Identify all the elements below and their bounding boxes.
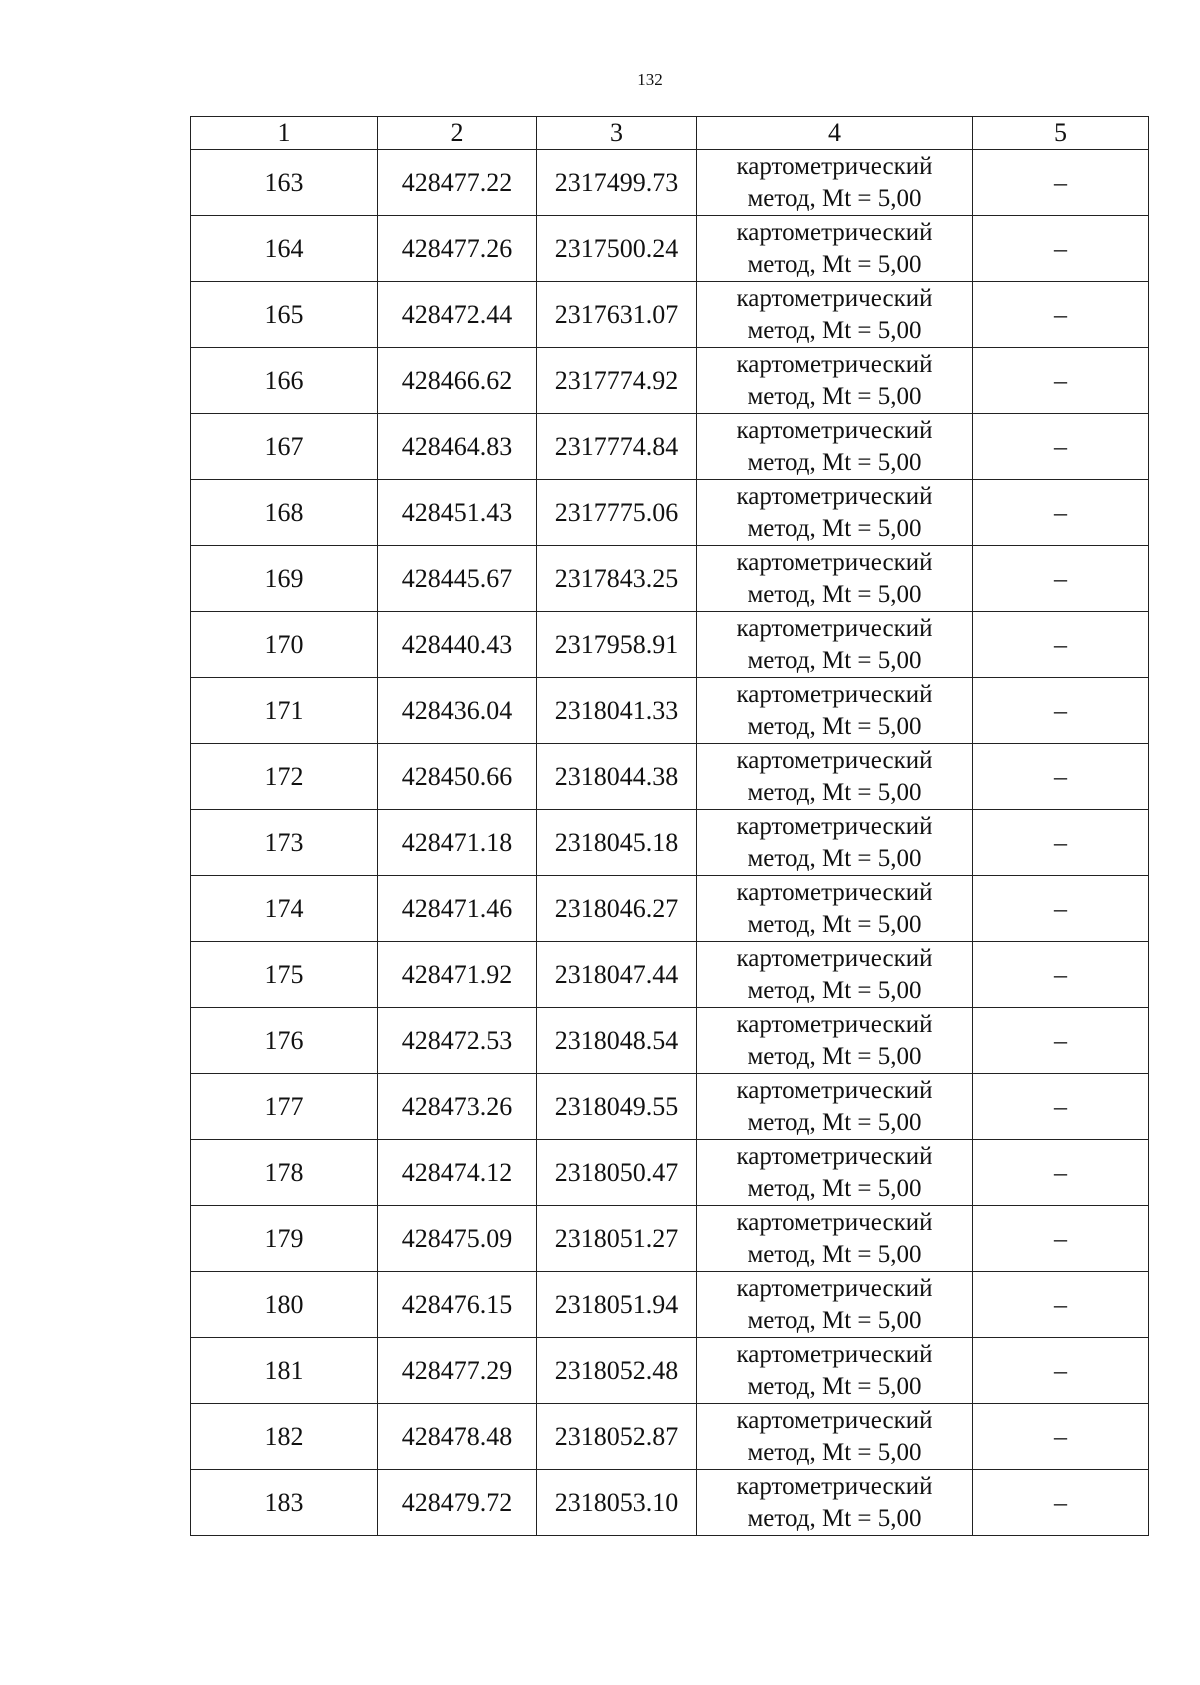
column-5-cell: – <box>973 810 1149 876</box>
column-5-cell: – <box>973 1470 1149 1536</box>
method-cell <box>697 1272 973 1338</box>
method-line-2: метод, Mt = 5,00 <box>747 1372 922 1400</box>
point-number-cell: 182 <box>191 1404 378 1470</box>
column-5-cell: – <box>973 1074 1149 1140</box>
point-number-cell: 164 <box>191 216 378 282</box>
method-line-1: картометрический <box>736 614 933 642</box>
method-cell <box>697 612 973 678</box>
x-coordinate-cell: 428475.09 <box>378 1206 537 1272</box>
column-5-cell: – <box>973 942 1149 1008</box>
point-number-cell: 178 <box>191 1140 378 1206</box>
y-coordinate-cell: 2317500.24 <box>537 216 697 282</box>
column-5-cell: – <box>973 612 1149 678</box>
x-coordinate-cell: 428471.92 <box>378 942 537 1008</box>
method-line-1: картометрический <box>736 152 933 180</box>
method-line-1: картометрический <box>736 1010 933 1038</box>
table-row <box>191 150 1149 216</box>
method-line-1: картометрический <box>736 1274 933 1302</box>
table-row <box>191 942 1149 1008</box>
method-cell <box>697 942 973 1008</box>
method-cell <box>697 480 973 546</box>
x-coordinate-cell: 428474.12 <box>378 1140 537 1206</box>
method-cell <box>697 1206 973 1272</box>
table-row <box>191 480 1149 546</box>
x-coordinate-cell: 428479.72 <box>378 1470 537 1536</box>
y-coordinate-cell: 2318046.27 <box>537 876 697 942</box>
method-cell <box>697 810 973 876</box>
method-line-1: картометрический <box>736 1076 933 1104</box>
table-header-row <box>191 117 1149 150</box>
column-5-cell: – <box>973 1338 1149 1404</box>
table-row <box>191 1470 1149 1536</box>
y-coordinate-cell: 2317958.91 <box>537 612 697 678</box>
y-coordinate-cell: 2317774.92 <box>537 348 697 414</box>
method-line-2: метод, Mt = 5,00 <box>747 316 922 344</box>
x-coordinate-cell: 428464.83 <box>378 414 537 480</box>
column-5-cell: – <box>973 348 1149 414</box>
y-coordinate-cell: 2318051.27 <box>537 1206 697 1272</box>
point-number-cell: 180 <box>191 1272 378 1338</box>
x-coordinate-cell: 428445.67 <box>378 546 537 612</box>
method-line-1: картометрический <box>736 1208 933 1236</box>
y-coordinate-cell: 2318052.48 <box>537 1338 697 1404</box>
table-row <box>191 612 1149 678</box>
method-line-2: метод, Mt = 5,00 <box>747 1306 922 1334</box>
y-coordinate-cell: 2318049.55 <box>537 1074 697 1140</box>
column-5-cell: – <box>973 150 1149 216</box>
method-line-1: картометрический <box>736 878 933 906</box>
method-line-2: метод, Mt = 5,00 <box>747 910 922 938</box>
point-number-cell: 166 <box>191 348 378 414</box>
column-5-cell: – <box>973 678 1149 744</box>
x-coordinate-cell: 428472.53 <box>378 1008 537 1074</box>
column-5-cell: – <box>973 876 1149 942</box>
point-number-cell: 168 <box>191 480 378 546</box>
method-cell <box>697 1404 973 1470</box>
method-line-1: картометрический <box>736 350 933 378</box>
x-coordinate-cell: 428472.44 <box>378 282 537 348</box>
header-col-2: 2 <box>378 117 537 150</box>
method-line-1: картометрический <box>736 746 933 774</box>
method-cell <box>697 744 973 810</box>
point-number-cell: 170 <box>191 612 378 678</box>
table-row <box>191 1404 1149 1470</box>
method-line-1: картометрический <box>736 482 933 510</box>
x-coordinate-cell: 428471.46 <box>378 876 537 942</box>
point-number-cell: 167 <box>191 414 378 480</box>
point-number-cell: 175 <box>191 942 378 1008</box>
method-cell <box>697 1470 973 1536</box>
x-coordinate-cell: 428471.18 <box>378 810 537 876</box>
method-cell <box>697 546 973 612</box>
table-row <box>191 348 1149 414</box>
method-line-2: метод, Mt = 5,00 <box>747 250 922 278</box>
method-cell <box>697 678 973 744</box>
page-number: 132 <box>637 70 663 89</box>
table-row <box>191 1008 1149 1074</box>
method-cell <box>697 1140 973 1206</box>
y-coordinate-cell: 2318048.54 <box>537 1008 697 1074</box>
table-body <box>191 150 1149 1536</box>
point-number-cell: 169 <box>191 546 378 612</box>
point-number-cell: 172 <box>191 744 378 810</box>
column-5-cell: – <box>973 414 1149 480</box>
y-coordinate-cell: 2317843.25 <box>537 546 697 612</box>
point-number-cell: 165 <box>191 282 378 348</box>
method-cell <box>697 216 973 282</box>
method-line-1: картометрический <box>736 944 933 972</box>
table-row <box>191 282 1149 348</box>
method-cell <box>697 1074 973 1140</box>
column-5-cell: – <box>973 1206 1149 1272</box>
column-5-cell: – <box>973 546 1149 612</box>
method-line-2: метод, Mt = 5,00 <box>747 580 922 608</box>
method-line-2: метод, Mt = 5,00 <box>747 1504 922 1532</box>
table-row <box>191 1074 1149 1140</box>
x-coordinate-cell: 428451.43 <box>378 480 537 546</box>
method-line-1: картометрический <box>736 416 933 444</box>
table-row <box>191 414 1149 480</box>
table-row <box>191 216 1149 282</box>
y-coordinate-cell: 2317499.73 <box>537 150 697 216</box>
method-line-2: метод, Mt = 5,00 <box>747 1042 922 1070</box>
method-line-2: метод, Mt = 5,00 <box>747 976 922 1004</box>
y-coordinate-cell: 2317775.06 <box>537 480 697 546</box>
point-number-cell: 183 <box>191 1470 378 1536</box>
point-number-cell: 177 <box>191 1074 378 1140</box>
method-line-1: картометрический <box>736 1472 933 1500</box>
table-row <box>191 810 1149 876</box>
table-row <box>191 744 1149 810</box>
header-col-4: 4 <box>697 117 973 150</box>
method-line-2: метод, Mt = 5,00 <box>747 712 922 740</box>
method-line-2: метод, Mt = 5,00 <box>747 1240 922 1268</box>
y-coordinate-cell: 2317631.07 <box>537 282 697 348</box>
point-number-cell: 173 <box>191 810 378 876</box>
column-5-cell: – <box>973 282 1149 348</box>
method-line-1: картометрический <box>736 218 933 246</box>
header-col-1: 1 <box>191 117 378 150</box>
method-line-2: метод, Mt = 5,00 <box>747 646 922 674</box>
y-coordinate-cell: 2318041.33 <box>537 678 697 744</box>
method-line-2: метод, Mt = 5,00 <box>747 184 922 212</box>
y-coordinate-cell: 2318051.94 <box>537 1272 697 1338</box>
x-coordinate-cell: 428440.43 <box>378 612 537 678</box>
table-row <box>191 1338 1149 1404</box>
column-5-cell: – <box>973 744 1149 810</box>
y-coordinate-cell: 2318052.87 <box>537 1404 697 1470</box>
method-cell <box>697 150 973 216</box>
method-line-2: метод, Mt = 5,00 <box>747 1438 922 1466</box>
table-row <box>191 1272 1149 1338</box>
table-row <box>191 876 1149 942</box>
y-coordinate-cell: 2318044.38 <box>537 744 697 810</box>
method-line-1: картометрический <box>736 284 933 312</box>
column-5-cell: – <box>973 480 1149 546</box>
method-line-2: метод, Mt = 5,00 <box>747 844 922 872</box>
point-number-cell: 174 <box>191 876 378 942</box>
y-coordinate-cell: 2318050.47 <box>537 1140 697 1206</box>
header-col-3: 3 <box>537 117 697 150</box>
method-line-2: метод, Mt = 5,00 <box>747 448 922 476</box>
method-cell <box>697 876 973 942</box>
x-coordinate-cell: 428476.15 <box>378 1272 537 1338</box>
x-coordinate-cell: 428436.04 <box>378 678 537 744</box>
method-line-1: картометрический <box>736 812 933 840</box>
x-coordinate-cell: 428477.22 <box>378 150 537 216</box>
table-row <box>191 1206 1149 1272</box>
method-line-2: метод, Mt = 5,00 <box>747 514 922 542</box>
table-row <box>191 678 1149 744</box>
method-line-2: метод, Mt = 5,00 <box>747 1108 922 1136</box>
y-coordinate-cell: 2318053.10 <box>537 1470 697 1536</box>
x-coordinate-cell: 428477.26 <box>378 216 537 282</box>
method-line-1: картометрический <box>736 548 933 576</box>
x-coordinate-cell: 428477.29 <box>378 1338 537 1404</box>
method-cell <box>697 348 973 414</box>
column-5-cell: – <box>973 216 1149 282</box>
point-number-cell: 176 <box>191 1008 378 1074</box>
point-number-cell: 171 <box>191 678 378 744</box>
method-line-1: картометрический <box>736 1340 933 1368</box>
x-coordinate-cell: 428450.66 <box>378 744 537 810</box>
point-number-cell: 181 <box>191 1338 378 1404</box>
method-line-1: картометрический <box>736 1142 933 1170</box>
column-5-cell: – <box>973 1404 1149 1470</box>
column-5-cell: – <box>973 1272 1149 1338</box>
method-line-2: метод, Mt = 5,00 <box>747 778 922 806</box>
header-col-5: 5 <box>973 117 1149 150</box>
method-cell <box>697 414 973 480</box>
table-row <box>191 1140 1149 1206</box>
x-coordinate-cell: 428473.26 <box>378 1074 537 1140</box>
y-coordinate-cell: 2318047.44 <box>537 942 697 1008</box>
x-coordinate-cell: 428466.62 <box>378 348 537 414</box>
column-5-cell: – <box>973 1140 1149 1206</box>
method-line-2: метод, Mt = 5,00 <box>747 382 922 410</box>
method-cell <box>697 1338 973 1404</box>
column-5-cell: – <box>973 1008 1149 1074</box>
method-cell <box>697 282 973 348</box>
table-row <box>191 546 1149 612</box>
point-number-cell: 163 <box>191 150 378 216</box>
y-coordinate-cell: 2318045.18 <box>537 810 697 876</box>
point-number-cell: 179 <box>191 1206 378 1272</box>
method-line-2: метод, Mt = 5,00 <box>747 1174 922 1202</box>
coordinates-table <box>190 116 1149 1536</box>
method-line-1: картометрический <box>736 1406 933 1434</box>
method-cell <box>697 1008 973 1074</box>
method-line-1: картометрический <box>736 680 933 708</box>
x-coordinate-cell: 428478.48 <box>378 1404 537 1470</box>
y-coordinate-cell: 2317774.84 <box>537 414 697 480</box>
